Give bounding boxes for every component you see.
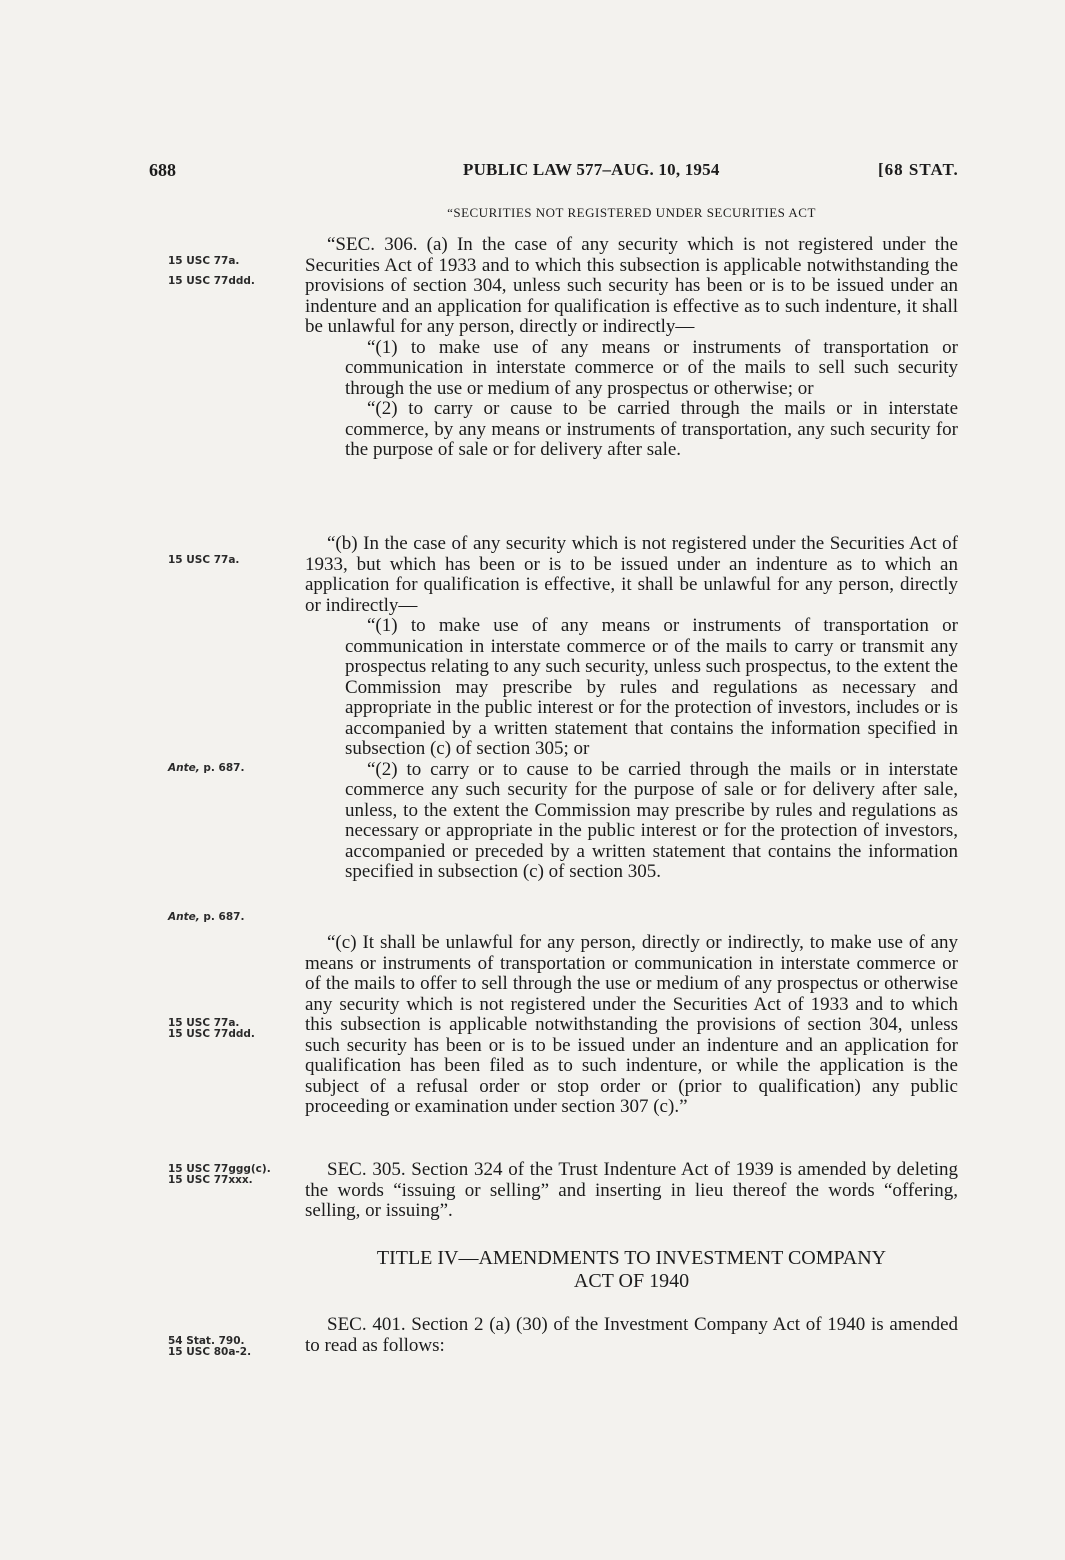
page-header: [0, 160, 1065, 184]
paragraph-306-c: “(c) It shall be unlawful for any person, directly or indirectly, to make use of any means or instruments of transportation or communication in interstate commerce or of the mails to offer to sell through the use or medium of any prospectus or otherwise any security which is not registered under the Securities Act of 1933 and to which this subsection is applicable notwithstanding the provisions of section 304, unless such security has been or is to be issued under an indenture and an application for qualification has been filed as to such indenture, or while the application is the subject of a refusal order or stop order or (prior to qualification) any public proceeding or examination under section 307 (c).”: [305, 932, 958, 1117]
margin-note-1a: 15 USC 77a.: [168, 255, 240, 267]
margin-note-1: [168, 256, 255, 287]
paragraph-306-a: “SEC. 306. (a) In the case of any security which is not registered under the Securities Act of 1933 and to which this subsection is applicable notwithstanding the provisions of section 304, unless such security has been or is to be issued under an indenture and an application for qualification is effective as to such indenture, it shall be unlawful for any person, directly or indirectly—: [305, 234, 958, 337]
margin-note-2: 15 USC 77a.: [168, 554, 240, 566]
statute-reference: [68 STAT.: [878, 160, 959, 179]
section-401: [305, 1315, 958, 1356]
margin-note-3-italic: Ante,: [168, 762, 200, 774]
margin-note-6: [168, 1164, 271, 1186]
margin-note-4-italic: Ante,: [168, 911, 200, 923]
margin-note-1b: 15 USC 77ddd.: [168, 275, 255, 287]
margin-note-4-page: p. 687.: [199, 911, 245, 923]
margin-note-6b: 15 USC 77xxx.: [168, 1174, 253, 1186]
margin-note-6a: 15 USC 77ggg(c).: [168, 1163, 271, 1175]
paragraph-306-b: “(b) In the case of any security which is not registered under the Securities Act of 1933, but which has been or is to be issued under an indenture as to which an application for qualification is effective, it shall be unlawful for any person, directly or indirectly—: [305, 533, 958, 616]
section-306-a: [305, 235, 958, 461]
section-subheading: “SECURITIES NOT REGISTERED UNDER SECURITIES ACT: [447, 205, 816, 220]
section-306-b: [305, 534, 958, 883]
page-number: 688: [149, 160, 176, 180]
section-306-c: [305, 933, 958, 1118]
margin-note-5a: 15 USC 77a.: [168, 1017, 240, 1029]
paragraph-sec-305: SEC. 305. Section 324 of the Trust Indenture Act of 1939 is amended by deleting the words “issuing or selling” and inserting in lieu thereof the words “offering, selling, or issuing”.: [305, 1159, 958, 1221]
running-title: PUBLIC LAW 577–AUG. 10, 1954: [463, 160, 720, 179]
margin-note-5b: 15 USC 77ddd.: [168, 1028, 255, 1040]
margin-note-5: [168, 1018, 255, 1040]
title-line-1: TITLE IV—AMENDMENTS TO INVESTMENT COMPANY: [376, 1247, 887, 1269]
paragraph-306-a-2: “(2) to carry or cause to be carried through the mails or in interstate commerce, by any means or instruments of transportation, any such security for the purpose of sale or for delivery after sale.: [345, 398, 958, 460]
margin-note-7b: 15 USC 80a-2.: [168, 1346, 252, 1358]
margin-note-3: [168, 763, 244, 774]
paragraph-306-a-1: “(1) to make use of any means or instruments of transportation or communication in interstate commerce or of the mails to sell such security through the use or medium of any prospectus or otherwise; or: [345, 336, 958, 399]
title-iv-heading: [305, 1247, 958, 1293]
title-line-2: ACT OF 1940: [573, 1270, 690, 1292]
paragraph-sec-401: SEC. 401. Section 2 (a) (30) of the Investment Company Act of 1940 is amended to read as follows:: [305, 1314, 958, 1356]
section-305: [305, 1160, 958, 1222]
paragraph-306-b-1: “(1) to make use of any means or instruments of transportation or communication in interstate commerce or of the mails to carry or transmit any prospectus relating to any such security, unless such prospectus, to the extent the Commission may prescribe by rules and regulations as necessary and appropriate in the public interest or for the protection of investors, includes or is accompanied by a written statement that contains the information specified in subsection (c) of section 305; or: [345, 615, 958, 759]
margin-note-7a: 54 Stat. 790.: [168, 1335, 245, 1347]
margin-note-4: [168, 912, 244, 923]
paragraph-306-b-2: “(2) to carry or to cause to be carried through the mails or in interstate commerce any such security for the purpose of sale or for delivery after sale, unless, to the extent the Commission may prescribe by rules and regulations as necessary or appropriate in the public interest or for the protection of investors, accompanied or preceded by a written statement that contains the information specified in subsection (c) of section 305.: [345, 758, 958, 882]
margin-note-7: [168, 1336, 251, 1358]
margin-note-3-page: p. 687.: [199, 762, 245, 774]
